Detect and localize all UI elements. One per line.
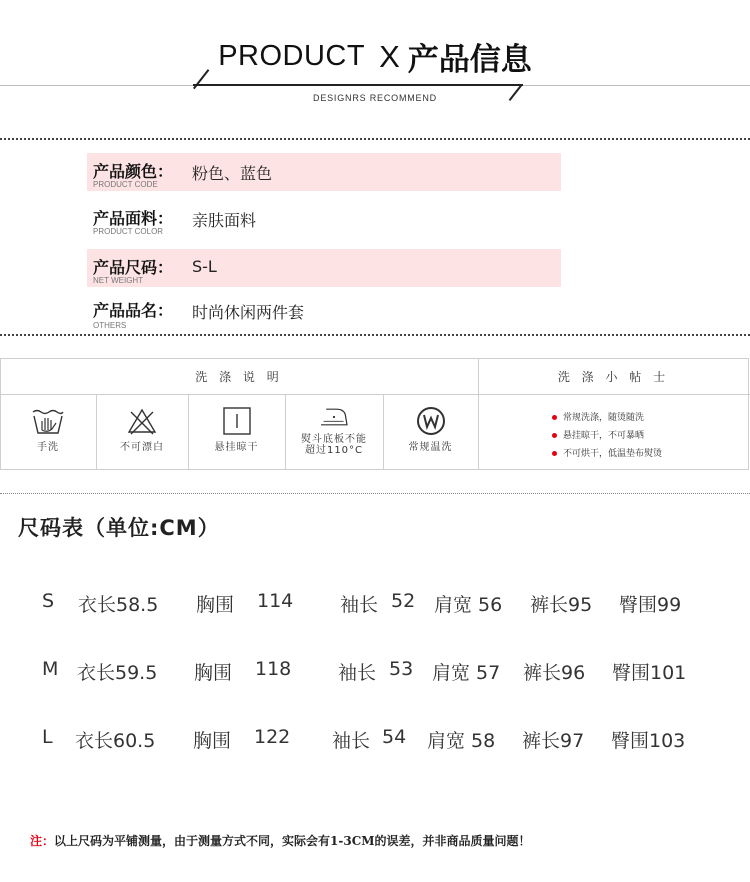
care-item-label: 手洗 — [37, 442, 59, 453]
shoulder-width: 肩宽 56 — [434, 594, 503, 616]
care-tips-header: 洗 涤 小 帖 士 — [557, 370, 670, 384]
care-tip-text: 常规洗涤，随烫随洗 — [563, 413, 645, 423]
care-tip — [552, 446, 662, 459]
pants-length: 裤长96 — [523, 662, 586, 684]
chest-label: 胸围 — [196, 594, 235, 616]
info-label: 产品品名： — [93, 301, 174, 320]
pants-length: 裤长97 — [522, 730, 585, 752]
no-bleach-icon — [125, 406, 159, 436]
info-value: 粉色、蓝色 — [192, 164, 273, 183]
sleeve-label: 袖长 — [338, 662, 377, 684]
info-row-name — [87, 292, 561, 330]
hip-circumference: 臀围101 — [612, 662, 687, 684]
care-item-no-bleach — [96, 394, 188, 470]
note-prefix: 注： — [30, 834, 55, 848]
info-label: 产品颜色： — [93, 162, 174, 181]
page-title — [0, 34, 750, 84]
header-underline — [193, 84, 523, 86]
size-chart-title: 尺码表（单位:CM） — [18, 516, 220, 540]
care-item-label: 不可漂白 — [120, 442, 164, 453]
care-item-wet-clean — [383, 394, 478, 470]
dotted-divider — [0, 493, 750, 494]
hang-dry-icon — [220, 406, 254, 436]
care-tip — [552, 410, 644, 423]
info-value: 时尚休闲两件套 — [192, 303, 305, 322]
size-row-l — [0, 726, 750, 756]
dotted-divider — [0, 138, 750, 140]
care-tips — [478, 394, 749, 470]
hip-circumference: 臀围99 — [619, 594, 682, 616]
chest-label: 胸围 — [193, 730, 232, 752]
chest-value: 118 — [255, 658, 292, 680]
size-label: L — [42, 726, 53, 748]
care-tip-text: 不可烘干，低温垫布熨烫 — [563, 449, 663, 459]
hand-wash-icon — [31, 406, 65, 436]
pants-length: 裤长95 — [530, 594, 593, 616]
size-row-s — [0, 590, 750, 620]
sleeve-label: 袖长 — [332, 730, 371, 752]
info-sublabel: PRODUCT COLOR — [93, 227, 164, 236]
shoulder-width: 肩宽 57 — [432, 662, 501, 684]
care-item-label: 悬挂晾干 — [214, 442, 259, 453]
measurement-note — [30, 832, 531, 849]
info-sublabel: OTHERS — [93, 321, 127, 330]
size-label: M — [42, 658, 59, 680]
body-length: 衣长60.5 — [75, 730, 156, 752]
bullet-dot-icon — [552, 433, 557, 438]
chest-value: 122 — [254, 726, 291, 748]
care-item-label: 常规温洗 — [408, 442, 453, 453]
info-value: S-L — [192, 257, 217, 276]
care-item-hang-dry — [188, 394, 285, 470]
sleeve-value: 54 — [382, 726, 407, 748]
size-label: S — [42, 590, 55, 612]
care-tip-text: 悬挂晾干，不可暴晒 — [563, 431, 645, 441]
info-row-size — [87, 249, 561, 287]
hip-circumference: 臀围103 — [611, 730, 686, 752]
info-row-fabric — [87, 200, 561, 238]
shoulder-width: 肩宽 58 — [427, 730, 496, 752]
care-instructions-header: 洗 涤 说 明 — [195, 370, 283, 384]
body-length: 衣长58.5 — [78, 594, 159, 616]
title-x: X — [379, 38, 400, 74]
note-text: 以上尺码为平铺测量，由于测量方式不同，实际会有1-3CM的误差，并非商品质量问题！ — [54, 834, 531, 848]
chest-value: 114 — [257, 590, 294, 612]
bullet-dot-icon — [552, 415, 557, 420]
info-sublabel: PRODUCT CODE — [93, 180, 158, 189]
info-sublabel: NET WEIGHT — [93, 276, 144, 285]
header-subtitle: DESIGNRS RECOMMEND — [313, 93, 437, 103]
sleeve-label: 袖长 — [340, 594, 379, 616]
care-item-iron — [285, 394, 383, 470]
info-label: 产品面料： — [93, 209, 174, 228]
wet-clean-icon — [414, 406, 448, 436]
info-value: 亲肤面料 — [192, 211, 257, 230]
dotted-divider — [0, 334, 750, 336]
bullet-dot-icon — [552, 451, 557, 456]
body-length: 衣长59.5 — [77, 662, 158, 684]
care-tip — [552, 428, 644, 441]
title-chinese: 产品信息 — [407, 42, 532, 78]
title-english: PRODUCT — [218, 40, 366, 72]
iron-icon — [317, 404, 351, 430]
sleeve-value: 53 — [389, 658, 414, 680]
care-item-label: 超过110°C — [304, 445, 364, 456]
chest-label: 胸围 — [194, 662, 233, 684]
care-item-label: 熨斗底板不能 — [301, 434, 367, 445]
sleeve-value: 52 — [391, 590, 416, 612]
size-row-m — [0, 658, 750, 688]
info-label: 产品尺码： — [93, 258, 174, 277]
care-item-hand-wash — [0, 394, 96, 470]
info-row-color — [87, 153, 561, 191]
